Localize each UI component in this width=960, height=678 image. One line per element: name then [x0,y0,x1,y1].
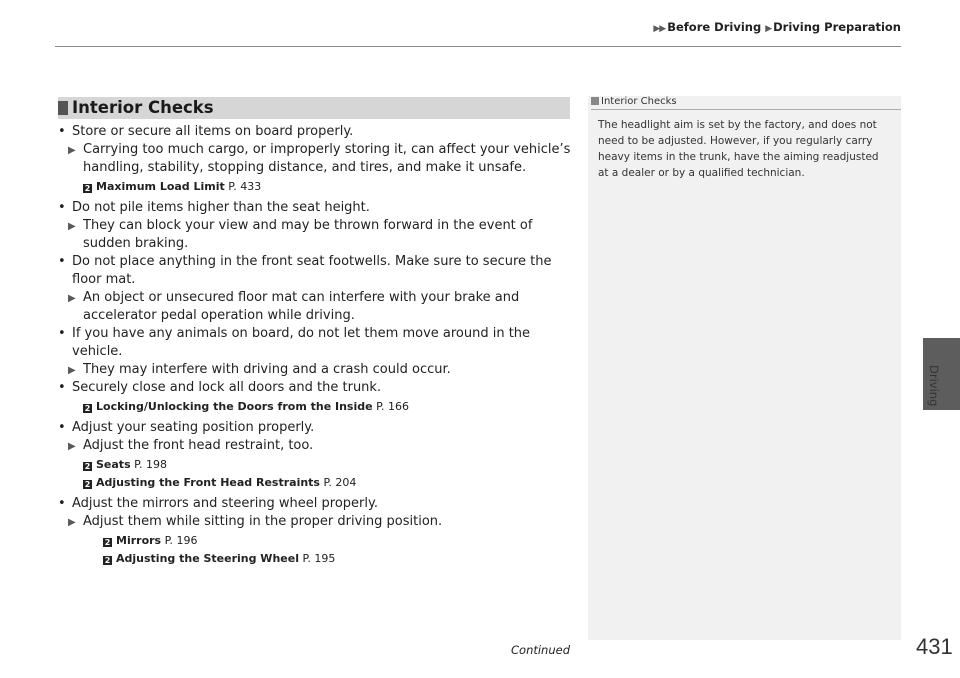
bullet-icon: • [58,420,66,435]
sub-text: Carrying too much cargo, or improperly storing it, can affect your vehicle’s handling, stability, stopping distance, and tires, and make it unsafe. [83,142,571,175]
arrow-icon: ▶ [68,517,74,528]
arrow-icon: ▶ [68,145,74,156]
sub-text: Adjust the front head restraint, too. [83,438,314,453]
breadcrumb-part-1[interactable]: Before Driving [667,20,762,34]
note-marker-icon [591,97,599,105]
arrow-icon: ▶ [68,293,74,304]
bullet-text: Store or secure all items on board properly. [72,124,354,139]
main-content [58,123,573,567]
list-item [58,495,573,513]
cross-reference[interactable] [58,475,573,491]
note-text: The headlight aim is set by the factory, and does not need to be adjusted. However, if you regularly carry heavy items in the trunk, have the aiming readjusted at a dealer or by a qualified technician. [598,119,879,179]
chapter-label: Driving [927,365,941,407]
sub-text: They may interfere with driving and a crash could occur. [83,362,451,377]
continued-label: Continued [511,643,571,657]
list-item [58,199,573,217]
sub-text: They can block your view and may be thrown forward in the event of sudden braking. [83,218,533,251]
cross-reference[interactable] [58,533,573,549]
section-header [58,97,570,119]
page-number: 431 [916,634,953,659]
bullet-icon: • [58,124,66,139]
reference-title[interactable]: Adjusting the Front Head Restraints [96,476,320,489]
cross-reference[interactable] [58,551,573,567]
bullet-text: Adjust your seating position properly. [72,420,315,435]
reference-icon: 2 [84,480,91,489]
section-title: Interior Checks [72,98,214,117]
reference-icon: 2 [104,556,111,565]
list-item [58,325,573,361]
header-rule [55,46,901,47]
section-square-icon [58,101,68,115]
bullet-icon: • [58,254,66,269]
list-item [58,123,573,141]
reference-icon: 2 [84,404,91,413]
arrow-icon: ▶ [68,365,74,376]
reference-title[interactable]: Maximum Load Limit [96,180,225,193]
bullet-text: Adjust the mirrors and steering wheel properly. [72,496,378,511]
sub-item [58,361,573,379]
bullet-text: Securely close and lock all doors and the trunk. [72,380,382,395]
arrow-icon: ▶ [68,441,74,452]
sub-item [58,513,573,531]
cross-reference[interactable] [58,179,573,195]
cross-reference[interactable] [58,399,573,415]
reference-title[interactable]: Mirrors [116,534,162,547]
reference-title[interactable]: Seats [96,458,131,471]
side-note [588,96,901,640]
bullet-icon: • [58,380,66,395]
sub-item [58,141,573,177]
list-item [58,379,573,397]
note-heading [591,96,901,110]
reference-title[interactable]: Adjusting the Steering Wheel [116,552,299,565]
reference-icon: 2 [104,538,111,547]
reference-page: P. 198 [134,458,168,471]
sub-item [58,217,573,253]
breadcrumb [653,20,901,34]
reference-icon: 2 [84,184,91,193]
cross-reference[interactable] [58,457,573,473]
list-item [58,419,573,437]
reference-page: P. 196 [164,534,198,547]
bullet-icon: • [58,200,66,215]
reference-title[interactable]: Locking/Unlocking the Doors from the Inside [96,400,373,413]
arrow-icon: ▶ [68,221,74,232]
bullet-text: Do not pile items higher than the seat height. [72,200,370,215]
reference-page: P. 166 [376,400,409,413]
arrow-icon: ▶ [765,24,772,34]
bullet-text: If you have any animals on board, do not let them move around in the vehicle. [72,326,531,359]
double-arrow-icon: ▶▶ [653,24,666,34]
note-heading-text: Interior Checks [601,96,677,107]
bullet-icon: • [58,496,66,511]
reference-page: P. 433 [228,180,262,193]
reference-icon: 2 [84,462,91,471]
bullet-icon: • [58,326,66,341]
reference-page: P. 204 [323,476,357,489]
breadcrumb-part-2[interactable]: Driving Preparation [773,20,901,34]
reference-page: P. 195 [302,552,336,565]
bullet-text: Do not place anything in the front seat footwells. Make sure to secure the floor mat. [72,254,552,287]
sub-item [58,289,573,325]
sub-text: Adjust them while sitting in the proper driving position. [83,514,443,529]
list-item [58,253,573,289]
sub-item [58,437,573,455]
sub-text: An object or unsecured floor mat can interfere with your brake and accelerator pedal operation while driving. [83,290,520,323]
